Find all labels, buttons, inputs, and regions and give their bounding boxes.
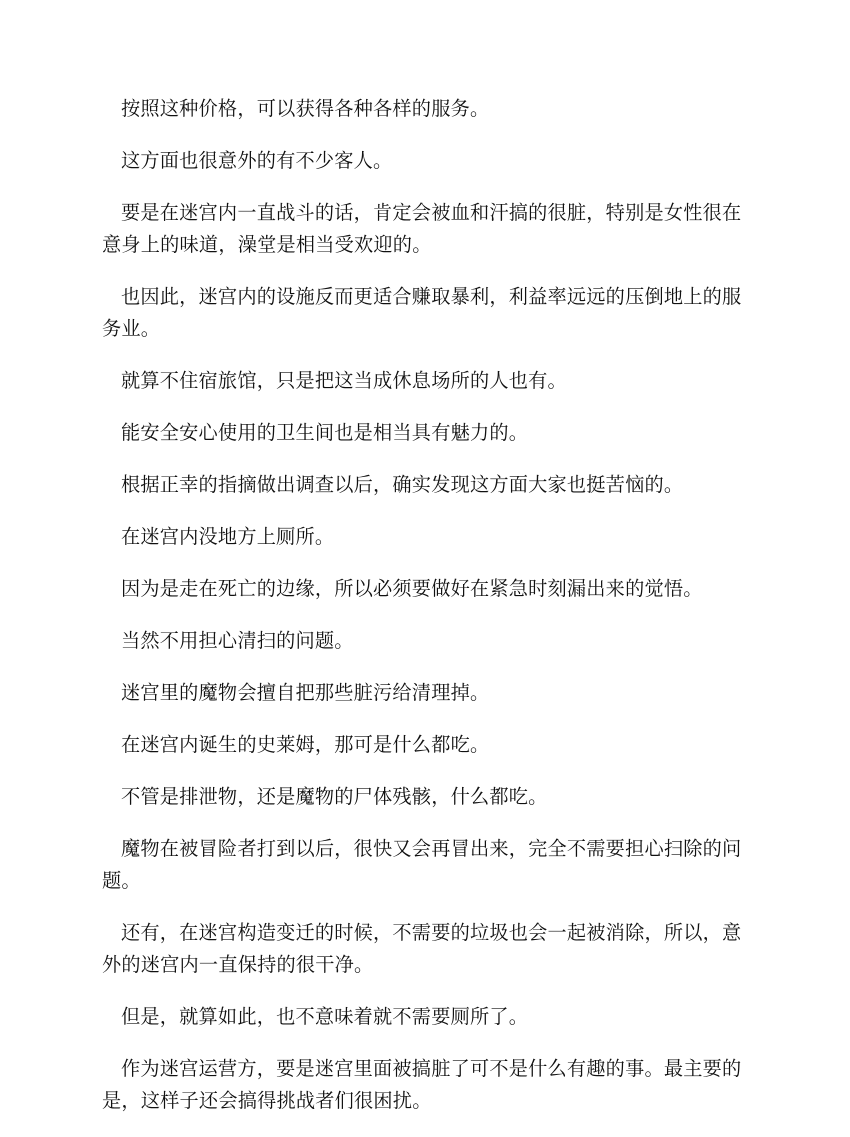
paragraph: 按照这种价格，可以获得各种各样的服务。: [121, 97, 490, 120]
paragraph: 能安全安心使用的卫生间也是相当具有魅力的。: [121, 421, 529, 444]
paragraph: 在迷宫内没地方上厕所。: [121, 525, 335, 548]
paragraph: 迷宫里的魔物会擅自把那些脏污给清理掉。: [121, 681, 490, 704]
paragraph: 作为迷宫运营方，要是迷宫里面被搞脏了可不是什么有趣的事。最主要的是，这样子还会搞得挑战者们很困扰。: [102, 1057, 742, 1112]
paragraph: 当然不用担心清扫的问题。: [121, 629, 354, 652]
paragraph: 在迷宫内诞生的史莱姆，那可是什么都吃。: [121, 733, 490, 756]
paragraph: 这方面也很意外的有不少客人。: [121, 149, 393, 172]
paragraph: 根据正幸的指摘做出调查以后，确实发现这方面大家也挺苦恼的。: [121, 473, 684, 496]
paragraph: 但是，就算如此，也不意味着就不需要厕所了。: [121, 1005, 529, 1028]
document-body: [102, 93, 752, 1137]
paragraph: 还有，在迷宫构造变迁的时候，不需要的垃圾也会一起被消除，所以，意外的迷宫内一直保持的很干净。: [102, 921, 742, 976]
paragraph: 不管是排泄物，还是魔物的尸体残骸，什么都吃。: [121, 785, 548, 808]
paragraph: 也因此，迷宫内的设施反而更适合赚取暴利，利益率远远的压倒地上的服务业。: [102, 285, 742, 340]
paragraph: 魔物在被冒险者打到以后，很快又会再冒出来，完全不需要担心扫除的问题。: [102, 837, 742, 892]
paragraph: 要是在迷宫内一直战斗的话，肯定会被血和汗搞的很脏，特别是女性很在意身上的味道，澡堂是相当受欢迎的。: [102, 201, 742, 256]
paragraph: 因为是走在死亡的边缘，所以必须要做好在紧急时刻漏出来的觉悟。: [121, 577, 703, 600]
paragraph: 就算不住宿旅馆，只是把这当成休息场所的人也有。: [121, 369, 567, 392]
